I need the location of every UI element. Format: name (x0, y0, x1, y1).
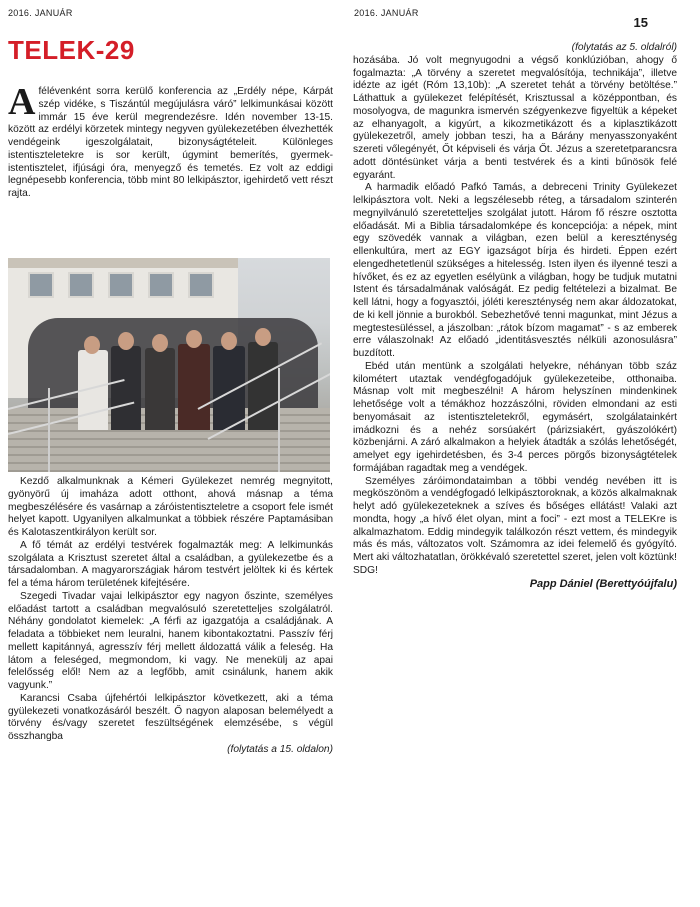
person (178, 344, 210, 430)
person-head (118, 332, 134, 350)
group-photo (8, 258, 330, 472)
window (28, 272, 54, 298)
paragraph: A harmadik előadó Pafkó Tamás, a debreceni Trinity Gyülekezet lelkipásztora volt. Neki a legszélesebb réteg, a társadalom szinterén megnyilvánuló szeretetteljes szolgálat jutott. Három fő részre osztotta előadását. Mi a Biblia társadalomképe és koncepciója: a népek, mint egy szövedék vannak a világban, ezen belül a kereszténység ellenkultúra, mert az EGY igazságot bírja és hirdeti. Éppen ezért elengedhetetlenül szükséges a hitelesség. Isten ilyen és ilyenné teszi a hívőket, és ez az egyetlen esélyünk a világban, hogy be tudjuk mutatni Istent és társadalmának valóságát. Ez pedig feltételezi a bizalmat. Be kell látni, hogy a fogyasztói, jóléti kereszténység nem akar áldozatokat, de ki kell jönnie a burokból. Sebezhetővé tenni magunkat, mint Jézus a megtestesüléssel, a jászolban: „rátok bízom magamat” - s az emberek erre válaszolnak! Az előadó „identitásvesztés nélküli azonosulásra” buzdított. (353, 182, 677, 359)
person (111, 346, 141, 430)
paragraph: A fő témát az erdélyi testvérek fogalmazták meg: A lelkimunkás szolgálata a Krisztust szeretet által a családban, a gyülekezetbe és a társadalomban. A magyarországiak három testvért jelöltek ki és kértek fel a téma három területének kifejtésére. (8, 539, 333, 589)
article-title: TELEK-29 (8, 35, 135, 65)
author-signature: Papp Dániel (Berettyóújfalu) (529, 577, 677, 590)
railing-post (48, 388, 50, 472)
intro-text: félévenként sorra kerülő konferencia az „Erdély népe, Kárpát szép vidéke, s Tiszántúl megújulásra váró” lelkimunkásai között immár 15 éve kerül megrendezésre. Idén november 13-15. között az erdélyi körzetek mintegy negyven gyülekezetében élvezhették vendégeink igeszolgálatait, bizonyságtételeit. Különleges istentiszteletekre is sor került, úgymint bemerítés, gyermek-istentisztelet, ifjúsági óra, menyegző és temetés. Ez volt az eddigi legnépesebb konferencia, több mint 80 lelkipásztor, igehirdető vett részt rajta. (8, 86, 333, 199)
continued-from-note: (folytatás az 5. oldalról) (571, 42, 677, 53)
drop-cap: A (8, 81, 36, 123)
left-column-body (8, 476, 333, 757)
paragraph: Karancsi Csaba újfehértói lelkipásztor következett, aki a téma gyülekezeti vonatkozásáról beszélt. Ő nagyon alaposan belemélyedt a törvény és/vagy szeretet feszültségének elemzésébe, s végül összhangba (8, 692, 333, 742)
window (188, 272, 214, 298)
person (213, 346, 245, 430)
railing-post (278, 368, 280, 472)
person-head (152, 334, 168, 352)
window (148, 272, 174, 298)
person-head (255, 328, 271, 346)
building-roof (8, 258, 238, 268)
continued-note: (folytatás a 15. oldalon) (227, 743, 333, 755)
paragraph: Személyes záróimondataimban a többi vendég nevében itt is megköszönöm a vendégfogadó lelkipásztoroknak, a közös alkalmaknak helyt adó gyülekezeteknek a szíves és bőséges ellátást! Valaki azt mondta, hogy „a hívő élet olyan, mint a foci” - ezt most a TELEKre is alkalmazhatom. Eddig mindegyik találkozón részt vettem, és mindegyik más és más, változatos volt. Számomra az idei felemelő és gyógyító. Mert aki változhatatlan, örökkévaló szeretettel szeret, jelen volt köztünk! SDG! (353, 475, 677, 576)
person (145, 348, 175, 430)
paragraph: hozásába. Jó volt megnyugodni a végső konklúzióban, ahogy ő fogalmazta: „A törvény a szeretet megvalósítója, technikája”, illetve idézte az igét (Róm 13,10b): „A szeretet tehát a törvény betöltése.” Láthattuk a gyülekezet felépítését, Krisztussal a középpontban, és mosolyogva, de magunkra ismervén szégyenkezve figyeltük a képeket az elhanyagolt, a kigyúrt, a kikozmetikázott és a kiplasztikázott gyülekezetről, amely jobban teszi, ha a Bárány menyasszonyaként szereti vőlegényét, Őt képviseli és várja Őt. Jézus a szeretetparancsra adott döntésünket várja a benti testvérek és a kinti bűnösök felé egyaránt. (353, 54, 677, 181)
person-head (221, 332, 237, 350)
paragraph: Szegedi Tivadar vajai lelkipásztor egy nagyon őszinte, személyes előadást tartott a családban megvalósuló szeretetteljes szolgálatról. Néhány gondolatot kiemelek: „A férfi az igazgatója a családjának. A feladata a többieket nem leuralni, hanem kibontakoztatni. Passzív férj mellett kapitánnyá, agresszív férj mellett áldozattá válik a feleség. Ha látom a feleséged, megmondom, ki vagy. Ne menekülj az apai felelősség elől! Nem az a legfőbb, amit csinálunk, hanem akik vagyunk.” (8, 590, 333, 691)
window (108, 272, 134, 298)
intro-paragraph (8, 81, 333, 201)
right-page-date: 2016. JANUÁR (354, 8, 419, 18)
intro-block (8, 81, 333, 201)
paragraph: Ebéd után mentünk a szolgálati helyekre, néhányan több száz kilométert utaztak vendégfogadójuk gyülekezeteibe, otthonaiba. Másnap volt mit megbeszélni! A három helyszínen mindenkinek lehetősége volt a témákhoz hozzászólni, röviden elmondani az esti benyomásait az istentiszteletekről, egymásért, szolgálatainkért imádkozni és a nehéz sorsúakért (párizsiakért, gyászolókért) közbenjárni. A záró alkalmakon a helyiek átadták a szólás lehetőségét, amelyet egy igehirdetésben, és 3-4 perces pörgős bizonyságtételek formájában ragadtak meg a vendégek. (353, 360, 677, 474)
person-head (186, 330, 202, 348)
person (248, 342, 278, 430)
page-number: 15 (633, 15, 648, 30)
window (68, 272, 94, 298)
person-head (84, 336, 100, 354)
paragraph: Kezdő alkalmunknak a Kémeri Gyülekezet nemrég megnyitott, gyönyörű új imaháza adott otthont, ahová másnap a téma megbeszélésére és vasárnap a záróistentiszteletre a csoport fele ismét helyet kapott. Ugyanilyen alkalmunkat a többiek részére Paptamásiban és Kalotaszentkirályon került sor. (8, 476, 333, 538)
right-column-body (353, 42, 677, 590)
left-page-date: 2016. JANUÁR (8, 8, 73, 18)
